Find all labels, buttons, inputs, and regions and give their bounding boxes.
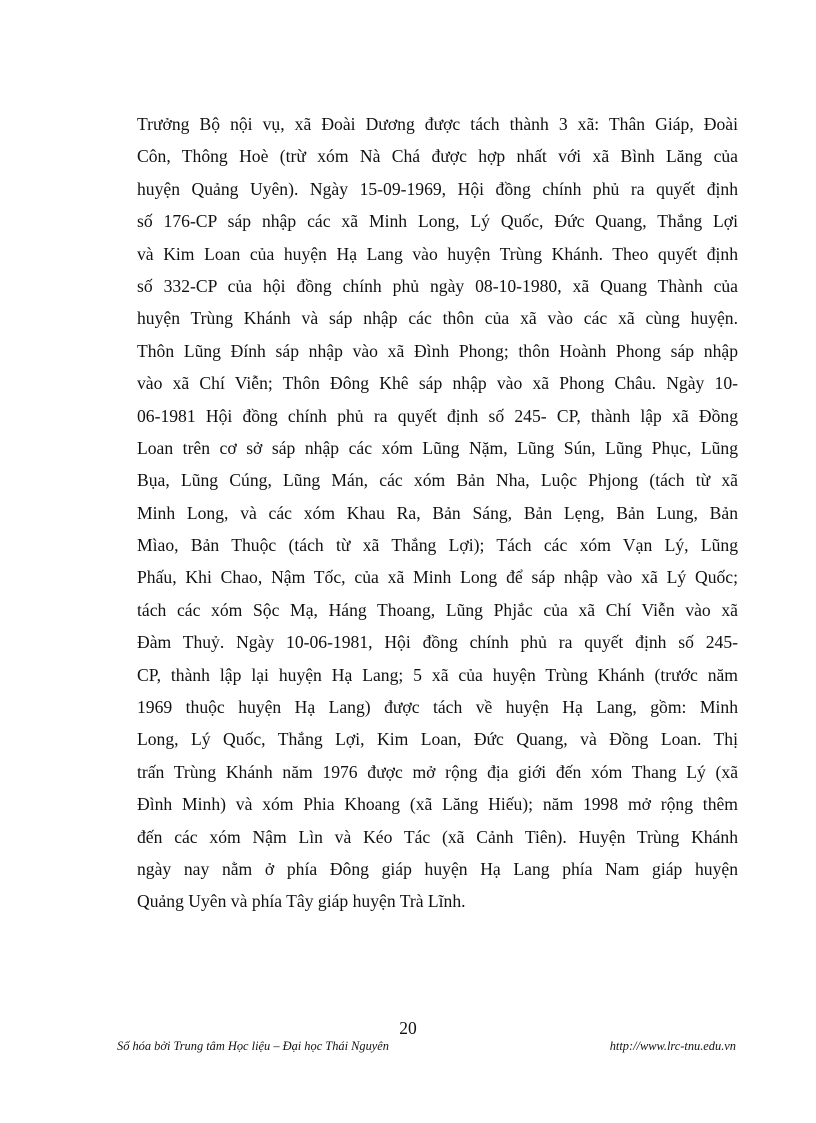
- paragraph-line: Thôn Lũng Đính sáp nhập vào xã Đình Phong; thôn Hoành Phong sáp nhập: [137, 340, 738, 361]
- paragraph-line: 06-1981 Hội đồng chính phủ ra quyết định số 245- CP, thành lập xã Đồng: [137, 405, 738, 426]
- paragraph-line: trấn Trùng Khánh năm 1976 được mở rộng địa giới đến xóm Thang Lý (xã: [137, 761, 738, 782]
- paragraph-line: Trưởng Bộ nội vụ, xã Đoài Dương được tách thành 3 xã: Thân Giáp, Đoài: [137, 114, 738, 134]
- paragraph-line: 1969 thuộc huyện Hạ Lang) được tách về huyện Hạ Lang, gồm: Minh: [137, 697, 738, 718]
- paragraph-line: Long, Lý Quốc, Thắng Lợi, Kim Loan, Đức Quang, và Đồng Loan. Thị: [137, 729, 738, 750]
- paragraph-line: Minh Long, và các xóm Khau Ra, Bản Sáng, Bản Lẹng, Bản Lung, Bản: [137, 502, 738, 523]
- paragraph-line: Mìao, Bản Thuộc (tách từ xã Thắng Lợi); Tách các xóm Vạn Lý, Lũng: [137, 535, 738, 556]
- footer-url: http://www.lrc-tnu.edu.vn: [609, 1039, 736, 1053]
- paragraph-line: CP, thành lập lại huyện Hạ Lang; 5 xã của huyện Trùng Khánh (trước năm: [137, 664, 738, 685]
- paragraph-line-last: Quảng Uyên và phía Tây giáp huyện Trà Lĩnh.: [137, 891, 466, 912]
- paragraph-line: tách các xóm Sộc Mạ, Háng Thoang, Lũng Phjắc của xã Chí Viễn vào xã: [137, 599, 738, 620]
- body-paragraph: [137, 108, 738, 918]
- paragraph-line: Loan trên cơ sở sáp nhập các xóm Lũng Nặm, Lũng Sún, Lũng Phục, Lũng: [137, 437, 738, 458]
- paragraph-line: Bụa, Lũng Cúng, Lũng Mán, các xóm Bản Nha, Luộc Phjong (tách từ xã: [137, 470, 738, 491]
- page-number: 20: [399, 1018, 417, 1038]
- footer-credit: Số hóa bởi Trung tâm Học liệu – Đại học Thái Nguyên: [117, 1039, 389, 1053]
- paragraph-line: đến các xóm Nậm Lìn và Kéo Tác (xã Cảnh Tiên). Huyện Trùng Khánh: [137, 826, 738, 847]
- paragraph-line: vào xã Chí Viễn; Thôn Đông Khê sáp nhập vào xã Phong Châu. Ngày 10-: [137, 373, 738, 394]
- paragraph-line: huyện Trùng Khánh và sáp nhập các thôn của xã vào các xã cùng huyện.: [137, 308, 738, 329]
- paragraph-line: Phấu, Khi Chao, Nậm Tốc, của xã Minh Long để sáp nhập vào xã Lý Quốc;: [137, 567, 738, 588]
- paragraph-line: và Kim Loan của huyện Hạ Lang vào huyện Trùng Khánh. Theo quyết định: [137, 243, 738, 264]
- paragraph-line: huyện Quảng Uyên). Ngày 15-09-1969, Hội đồng chính phủ ra quyết định: [137, 178, 738, 199]
- paragraph-line: Đình Minh) và xóm Phia Khoang (xã Lăng Hiếu); năm 1998 mở rộng thêm: [137, 794, 738, 815]
- paragraph-line: số 332-CP của hội đồng chính phủ ngày 08-10-1980, xã Quang Thành của: [137, 275, 738, 296]
- paragraph-line: Đàm Thuỷ. Ngày 10-06-1981, Hội đồng chính phủ ra quyết định số 245-: [137, 632, 738, 653]
- paragraph-line: ngày nay nằm ở phía Đông giáp huyện Hạ Lang phía Nam giáp huyện: [137, 858, 738, 879]
- paragraph-line: số 176-CP sáp nhập các xã Minh Long, Lý Quốc, Đức Quang, Thắng Lợi: [137, 211, 738, 232]
- paragraph-line: Côn, Thông Hoè (trừ xóm Nà Chá được hợp nhất với xã Bình Lăng của: [137, 146, 738, 167]
